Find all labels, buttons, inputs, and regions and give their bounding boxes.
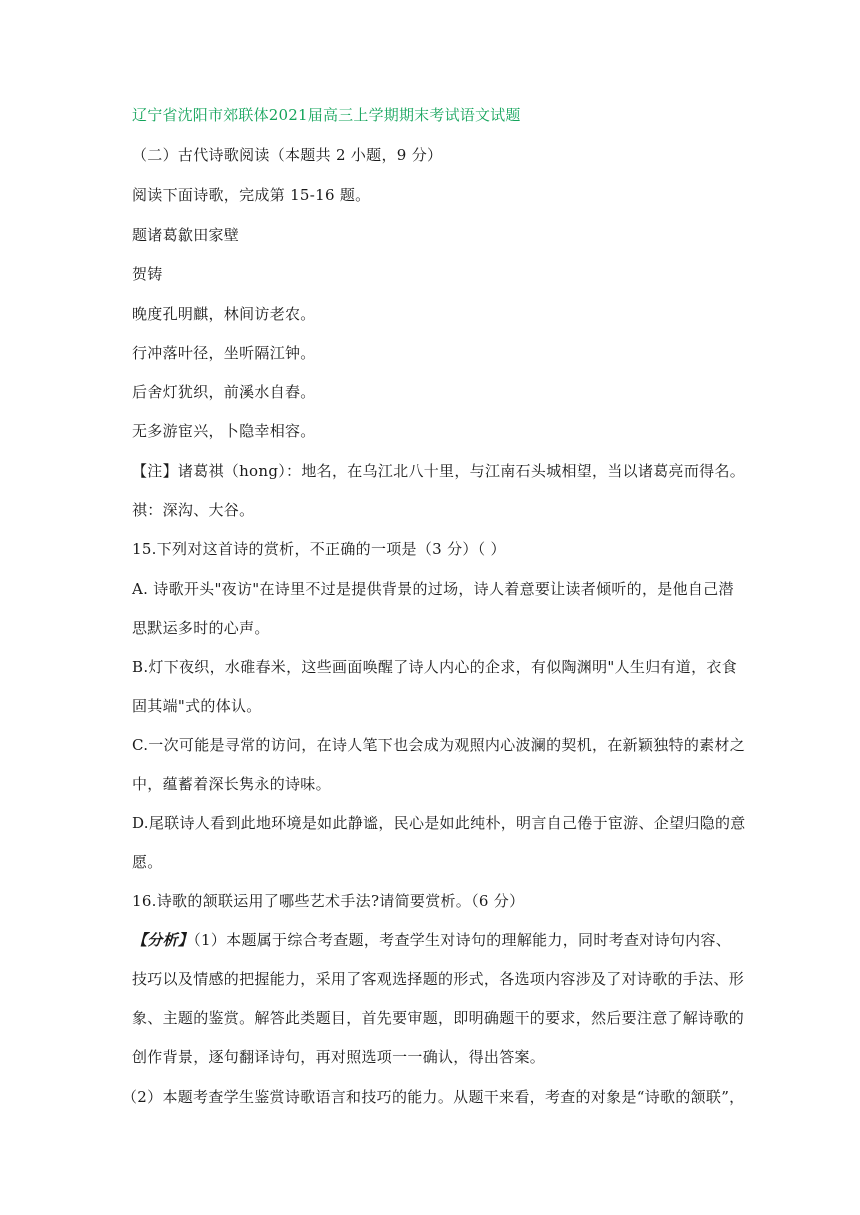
option-a-line: 思默运多时的心声。 — [132, 619, 270, 637]
question-16-stem: 16.诗歌的颔联运用了哪些艺术手法?请简要赏析。（6 分） — [132, 892, 525, 910]
option-d-line: 愿。 — [132, 853, 163, 871]
section-heading: （二）古代诗歌阅读（本题共 2 小题，9 分） — [132, 146, 443, 164]
analysis-line — [132, 930, 731, 950]
analysis-label: 【分析】 — [132, 931, 194, 949]
option-c-line: C.一次可能是寻常的访问，在诗人笔下也会成为观照内心波澜的契机，在新颖独特的素材之 — [132, 736, 746, 754]
poem-author: 贺铸 — [132, 265, 163, 283]
instruction-text: 阅读下面诗歌，完成第 15-16 题。 — [132, 186, 371, 204]
analysis-text: （1）本题属于综合考查题，考查学生对诗句的理解能力，同时考查对诗句内容、 — [193, 931, 732, 949]
question-15-stem: 15.下列对这首诗的赏析，不正确的一项是（3 分）（ ） — [132, 540, 506, 558]
poem-line: 后舍灯犹织，前溪水自舂。 — [132, 383, 316, 401]
poem-line: 晚度孔明麒，林间访老农。 — [132, 305, 316, 323]
analysis-line: 技巧以及情感的把握能力，采用了客观选择题的形式，各选项内容涉及了对诗歌的手法、形 — [132, 970, 745, 988]
option-c-line: 中，蕴蓄着深长隽永的诗味。 — [132, 775, 331, 793]
option-a-line: A. 诗歌开头"夜访"在诗里不过是提供背景的过场，诗人着意要让读者倾听的，是他自己潜 — [132, 580, 734, 598]
option-b-line: B.灯下夜织，水碓春米，这些画面唤醒了诗人内心的企求，有似陶渊明"人生归有道，衣食 — [132, 658, 737, 676]
note-line: 【注】诸葛祺（hong）：地名，在乌江北八十里，与江南石头城相望，当以诸葛亮而得名。 — [132, 462, 746, 480]
poem-title: 题诸葛歙田家壁 — [132, 226, 240, 244]
poem-line: 无多游宦兴，卜隐幸相容。 — [132, 422, 316, 440]
analysis-line: （2）本题考查学生鉴赏诗歌语言和技巧的能力。从题干来看，考查的对象是“诗歌的颔联”， — [122, 1088, 745, 1106]
analysis-line: 象、主题的鉴赏。解答此类题目，首先要审题，即明确题干的要求，然后要注意了解诗歌的 — [132, 1009, 745, 1027]
option-d-line: D.尾联诗人看到此地环境是如此静谧，民心是如此纯朴，明言自己倦于宦游、企望归隐的意 — [132, 814, 746, 832]
option-b-line: 固其端"式的体认。 — [132, 697, 262, 715]
note-line: 祺：深沟、大谷。 — [132, 501, 255, 519]
doc-title: 辽宁省沈阳市郊联体2021届高三上学期期末考试语文试题 — [132, 106, 521, 124]
poem-line: 行冲落叶径，坐听隔江钟。 — [132, 344, 316, 362]
analysis-line: 创作背景，逐句翻译诗句，再对照选项一一确认，得出答案。 — [132, 1048, 546, 1066]
